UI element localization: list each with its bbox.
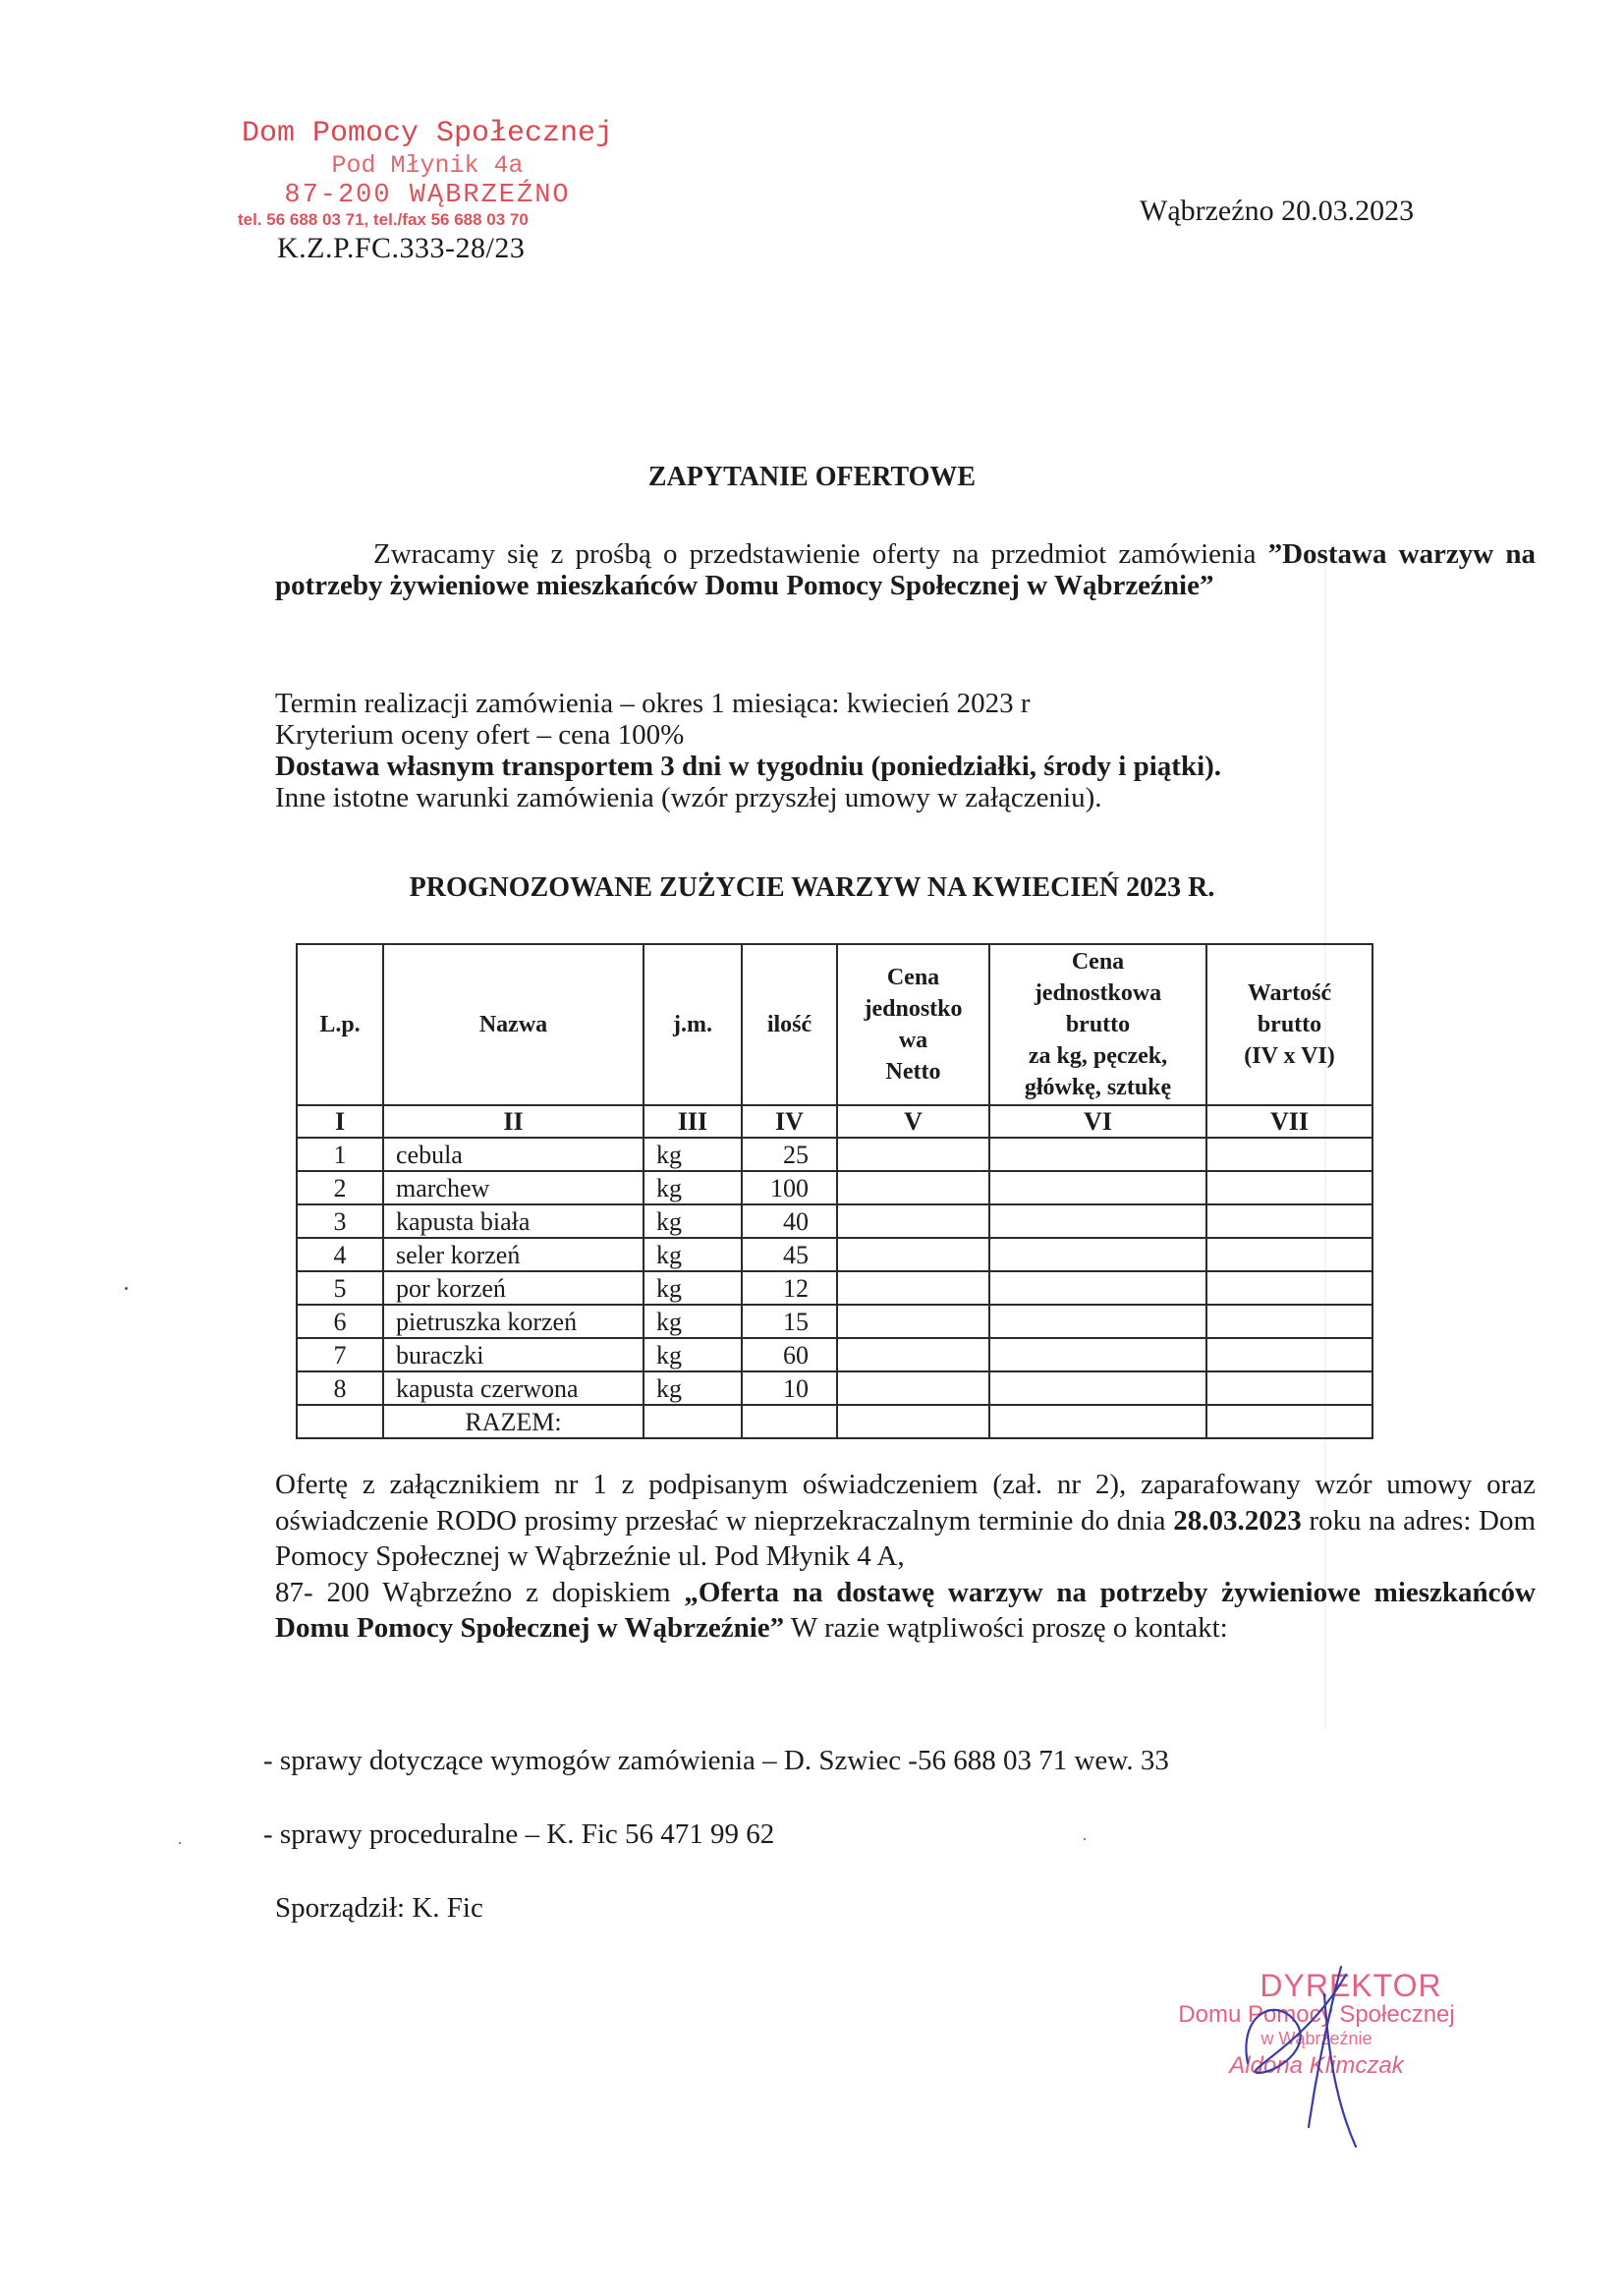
contact-requirements: - sprawy dotyczące wymogów zamówienia – D. Szwiec -56 688 03 71 wew. 33 — [263, 1745, 1169, 1776]
scan-speck — [179, 1842, 181, 1844]
column-number: I — [297, 1105, 383, 1138]
row-name: kapusta czerwona — [383, 1371, 644, 1405]
row-lp: 6 — [297, 1305, 383, 1338]
institution-stamp — [226, 116, 629, 230]
submission-paragraph — [275, 1467, 1536, 1647]
row-gross-price-cell[interactable] — [989, 1238, 1206, 1271]
row-value-cell[interactable] — [1206, 1338, 1372, 1371]
row-quantity: 12 — [742, 1271, 837, 1305]
evaluation-criterion: Kryterium oceny ofert – cena 100% — [275, 719, 685, 751]
stamp-phone: tel. 56 688 03 71, tel./fax 56 688 03 70 — [238, 210, 529, 229]
prepared-by: Sporządził: K. Fic — [275, 1892, 483, 1924]
order-subject: ”Dostawa warzyw na potrzeby żywieniowe mieszkańców Domu Pomocy Społecznej w Wąbrzeźnie” — [275, 538, 1536, 601]
vegetable-consumption-table — [296, 943, 1373, 1439]
row-gross-price-cell[interactable] — [989, 1371, 1206, 1405]
row-quantity: 40 — [742, 1204, 837, 1238]
total-unit-empty — [644, 1405, 742, 1438]
column-number: III — [644, 1105, 742, 1138]
stamp-director-name: Aldona Klimczak — [1229, 2052, 1404, 2079]
table-row — [297, 1338, 1372, 1371]
row-unit: kg — [644, 1305, 742, 1338]
row-net-price-cell[interactable] — [837, 1171, 989, 1204]
realization-term: Termin realizacji zamówienia – okres 1 miesiąca: kwiecień 2023 r — [275, 688, 1031, 719]
delivery-terms: Dostawa własnym transportem 3 dni w tygodniu (poniedziałki, środy i piątki). — [275, 751, 1222, 782]
header-name: Nazwa — [383, 944, 644, 1105]
other-conditions: Inne istotne warunki zamówienia (wzór przyszłej umowy w załączeniu). — [275, 782, 1102, 813]
table-row — [297, 1271, 1372, 1305]
row-net-price-cell[interactable] — [837, 1271, 989, 1305]
row-lp: 2 — [297, 1171, 383, 1204]
intro-text: Zwracamy się z prośbą o przedstawienie oferty na przedmiot zamówienia — [373, 538, 1257, 570]
table-row — [297, 1238, 1372, 1271]
row-unit: kg — [644, 1338, 742, 1371]
submission-city: 87- 200 Wąbrzeźno z dopiskiem — [275, 1576, 671, 1608]
row-gross-price-cell[interactable] — [989, 1305, 1206, 1338]
column-number: IV — [742, 1105, 837, 1138]
row-unit: kg — [644, 1138, 742, 1171]
table-row — [297, 1138, 1372, 1171]
row-quantity: 45 — [742, 1238, 837, 1271]
column-number: VI — [989, 1105, 1206, 1138]
submission-contact-intro: W razie wątpliwości proszę o kontakt: — [790, 1612, 1228, 1644]
table-total-row — [297, 1405, 1372, 1438]
row-unit: kg — [644, 1204, 742, 1238]
row-unit: kg — [644, 1271, 742, 1305]
total-gross-cell[interactable] — [989, 1405, 1206, 1438]
header-unit-gross-price: Cena jednostkowa brutto za kg, pęczek, główkę, sztukę — [989, 944, 1206, 1105]
submission-address: roku na adres: Dom Pomocy Społecznej w Wąbrzeźnie ul. Pod Młynik 4 A, — [275, 1504, 1537, 1572]
row-net-price-cell[interactable] — [837, 1204, 989, 1238]
header-unit-net-price: Cena jednostko wa Netto — [837, 944, 989, 1105]
row-gross-price-cell[interactable] — [989, 1204, 1206, 1238]
stamp-director-institution: Domu Pomocy Społecznej — [1178, 2001, 1455, 2028]
header-lp: L.p. — [297, 944, 383, 1105]
table-title: PROGNOZOWANE ZUŻYCIE WARZYW NA KWIECIEŃ 2023 R. — [409, 872, 1215, 903]
row-value-cell[interactable] — [1206, 1371, 1372, 1405]
place-and-date: Wąbrzeźno 20.03.2023 — [1140, 195, 1415, 227]
row-value-cell[interactable] — [1206, 1138, 1372, 1171]
total-quantity-cell[interactable] — [742, 1405, 837, 1438]
row-value-cell[interactable] — [1206, 1271, 1372, 1305]
row-quantity: 25 — [742, 1138, 837, 1171]
total-value-cell[interactable] — [1206, 1405, 1372, 1438]
row-lp: 8 — [297, 1371, 383, 1405]
row-gross-price-cell[interactable] — [989, 1171, 1206, 1204]
row-value-cell[interactable] — [1206, 1171, 1372, 1204]
stamp-director-title: DYREKTOR — [1260, 1968, 1442, 2003]
order-conditions — [275, 688, 1221, 813]
row-unit: kg — [644, 1371, 742, 1405]
scan-speck — [1084, 1838, 1086, 1840]
stamp-director-city: w Wąbrzeźnie — [1260, 2029, 1372, 2048]
row-name: cebula — [383, 1138, 644, 1171]
row-lp: 1 — [297, 1138, 383, 1171]
row-gross-price-cell[interactable] — [989, 1338, 1206, 1371]
row-lp: 7 — [297, 1338, 383, 1371]
header-quantity: ilość — [742, 944, 837, 1105]
row-quantity: 15 — [742, 1305, 837, 1338]
row-quantity: 100 — [742, 1171, 837, 1204]
submission-deadline: 28.03.2023 — [1173, 1504, 1302, 1537]
row-name: marchew — [383, 1171, 644, 1204]
row-net-price-cell[interactable] — [837, 1238, 989, 1271]
table-row — [297, 1171, 1372, 1204]
handwritten-signature-icon — [1218, 1955, 1395, 2152]
row-lp: 5 — [297, 1271, 383, 1305]
row-gross-price-cell[interactable] — [989, 1138, 1206, 1171]
scan-speck — [125, 1287, 128, 1290]
header-gross-value: Wartość brutto (IV x VI) — [1206, 944, 1372, 1105]
row-value-cell[interactable] — [1206, 1305, 1372, 1338]
submission-text-1: Ofertę z załącznikiem nr 1 z podpisanym oświadczeniem (zał. nr 2), zaparafowany wzór umowy oraz oświadczenie RODO prosimy przesłać w nieprzekraczalnym terminie do dnia — [275, 1469, 1536, 1537]
header-unit: j.m. — [644, 944, 742, 1105]
row-unit: kg — [644, 1238, 742, 1271]
row-value-cell[interactable] — [1206, 1204, 1372, 1238]
row-value-cell[interactable] — [1206, 1238, 1372, 1271]
stamp-city: 87-200 WĄBRZEŹNO — [284, 181, 571, 210]
row-name: buraczki — [383, 1338, 644, 1371]
row-gross-price-cell[interactable] — [989, 1271, 1206, 1305]
column-number: V — [837, 1105, 989, 1138]
table-row — [297, 1305, 1372, 1338]
row-name: pietruszka korzeń — [383, 1305, 644, 1338]
row-quantity: 10 — [742, 1371, 837, 1405]
row-name: kapusta biała — [383, 1204, 644, 1238]
row-net-price-cell[interactable] — [837, 1338, 989, 1371]
row-name: por korzeń — [383, 1271, 644, 1305]
column-number: II — [383, 1105, 644, 1138]
row-net-price-cell[interactable] — [837, 1371, 989, 1405]
intro-paragraph — [275, 538, 1536, 601]
row-net-price-cell[interactable] — [837, 1305, 989, 1338]
column-number: VII — [1206, 1105, 1372, 1138]
contact-procedural: - sprawy proceduralne – K. Fic 56 471 99 62 — [263, 1818, 775, 1850]
row-unit: kg — [644, 1171, 742, 1204]
row-quantity: 60 — [742, 1338, 837, 1371]
table-column-numbers-row — [297, 1105, 1372, 1138]
table-header-row — [297, 944, 1372, 1105]
reference-number: K.Z.P.FC.333-28/23 — [277, 232, 526, 264]
document-title: ZAPYTANIE OFERTOWE — [647, 462, 977, 492]
stamp-street: Pod Młynik 4a — [331, 151, 524, 180]
total-net-cell[interactable] — [837, 1405, 989, 1438]
row-lp: 4 — [297, 1238, 383, 1271]
table-row — [297, 1204, 1372, 1238]
stamp-institution-name: Dom Pomocy Społecznej — [241, 117, 614, 150]
total-lp-empty — [297, 1405, 383, 1438]
row-lp: 3 — [297, 1204, 383, 1238]
row-name: seler korzeń — [383, 1238, 644, 1271]
total-label: RAZEM: — [383, 1405, 644, 1438]
row-net-price-cell[interactable] — [837, 1138, 989, 1171]
submission-envelope-label: „Oferta na dostawę warzyw na potrzeby żywieniowe mieszkańców Domu Pomocy Społecznej w Wąbrzeźnie” — [275, 1576, 1536, 1644]
table-row — [297, 1371, 1372, 1405]
